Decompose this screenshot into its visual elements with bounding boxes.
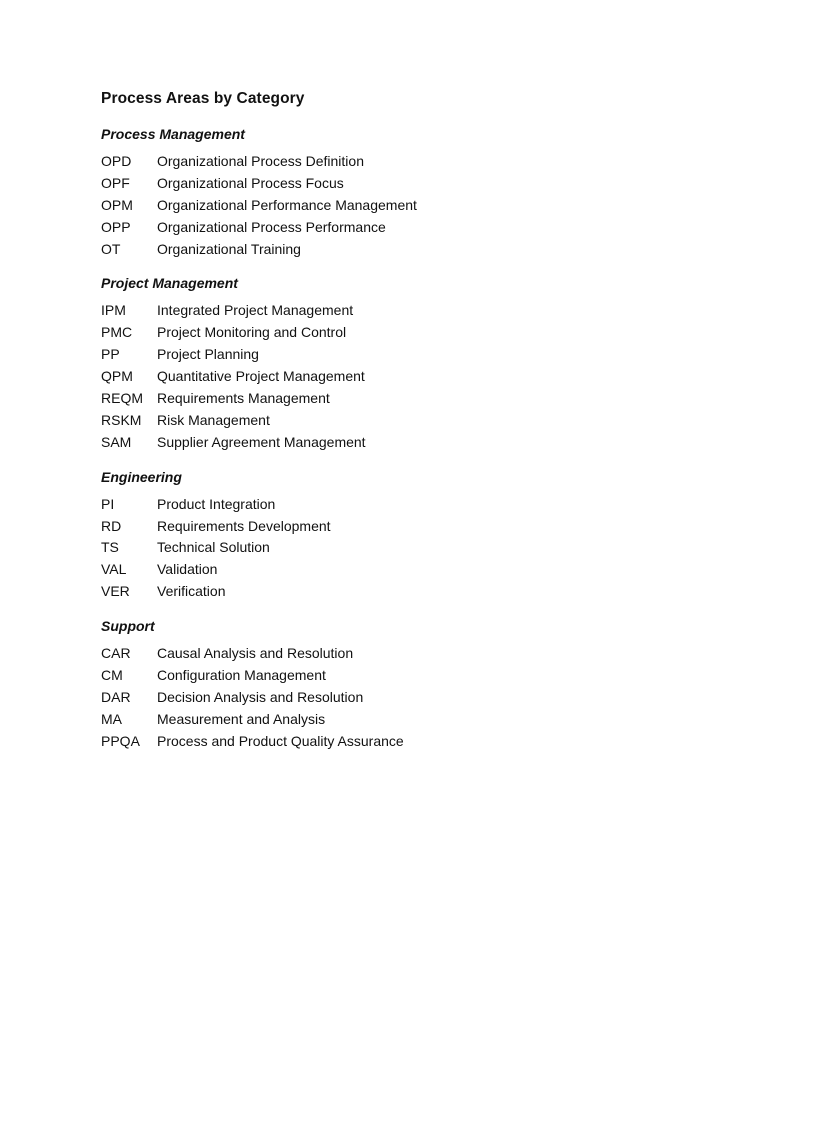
process-area-code: PI	[101, 495, 115, 512]
category-heading: Support	[101, 618, 155, 635]
process-area-name: Quantitative Project Management	[157, 368, 365, 385]
document-page	[101, 88, 781, 752]
process-area-row	[101, 536, 781, 558]
process-area-list	[101, 642, 781, 751]
process-area-name: Project Monitoring and Control	[157, 324, 347, 341]
process-area-row	[101, 431, 781, 453]
process-area-code: OPD	[101, 152, 132, 169]
category-project-management	[101, 273, 781, 452]
process-area-name: Organizational Training	[157, 240, 301, 257]
process-area-code: TS	[101, 539, 119, 556]
process-area-row	[101, 558, 781, 580]
process-area-row	[101, 515, 781, 537]
process-area-name: Decision Analysis and Resolution	[157, 688, 364, 705]
process-area-row	[101, 708, 781, 730]
process-area-row	[101, 150, 781, 172]
process-area-name: Validation	[157, 561, 218, 578]
process-area-list	[101, 299, 781, 452]
process-area-code: OT	[101, 240, 121, 257]
category-heading: Process Management	[101, 126, 245, 142]
process-area-row	[101, 172, 781, 194]
category-engineering	[101, 467, 781, 602]
process-area-name: Technical Solution	[157, 539, 270, 556]
process-area-name: Configuration Management	[157, 666, 326, 683]
process-area-code: OPM	[101, 196, 133, 213]
process-area-row	[101, 493, 781, 515]
process-area-row	[101, 409, 781, 431]
page-title: Process Areas by Category	[101, 90, 305, 107]
process-area-row	[101, 664, 781, 686]
process-area-name: Organizational Process Performance	[157, 218, 386, 235]
process-area-code: PMC	[101, 324, 133, 341]
process-area-row	[101, 580, 781, 602]
process-area-name: Organizational Process Focus	[157, 174, 344, 191]
process-area-name: Causal Analysis and Resolution	[157, 645, 354, 662]
process-area-name: Organizational Process Definition	[157, 152, 364, 169]
process-area-code: CAR	[101, 645, 131, 662]
process-area-row	[101, 730, 781, 752]
process-area-code: MA	[101, 710, 122, 727]
process-area-code: OPP	[101, 218, 131, 235]
process-area-name: Process and Product Quality Assurance	[157, 732, 404, 749]
process-area-name: Project Planning	[157, 346, 259, 363]
category-heading: Project Management	[101, 275, 238, 292]
process-area-name: Measurement and Analysis	[157, 710, 326, 727]
process-area-code: IPM	[101, 302, 126, 319]
process-area-row	[101, 343, 781, 365]
process-area-name: Integrated Project Management	[157, 302, 354, 319]
process-area-code: PP	[101, 346, 120, 363]
process-area-code: CM	[101, 666, 123, 683]
process-area-row	[101, 321, 781, 343]
process-area-code: RD	[101, 517, 122, 534]
process-area-name: Product Integration	[157, 495, 276, 512]
category-heading: Engineering	[101, 468, 182, 485]
process-area-row	[101, 642, 781, 664]
process-area-code: PPQA	[101, 732, 140, 749]
process-area-code: VAL	[101, 561, 127, 578]
process-area-code: QPM	[101, 368, 133, 385]
process-area-row	[101, 194, 781, 216]
process-area-row	[101, 238, 781, 260]
process-area-list	[101, 150, 781, 259]
process-area-code: REQM	[101, 389, 143, 406]
process-area-row	[101, 387, 781, 409]
process-area-code: OPF	[101, 174, 130, 191]
process-area-name: Requirements Management	[157, 389, 330, 406]
process-area-row	[101, 216, 781, 238]
category-process-management	[101, 124, 781, 259]
process-area-name: Risk Management	[157, 411, 270, 428]
process-area-row	[101, 686, 781, 708]
process-area-code: SAM	[101, 433, 132, 450]
process-area-row	[101, 365, 781, 387]
process-area-list	[101, 493, 781, 602]
process-area-name: Requirements Development	[157, 517, 331, 534]
process-area-row	[101, 299, 781, 321]
category-support	[101, 616, 781, 751]
process-area-code: VER	[101, 583, 130, 600]
process-area-code: DAR	[101, 688, 131, 705]
process-area-name: Organizational Performance Management	[157, 196, 417, 213]
process-area-name: Supplier Agreement Management	[157, 433, 366, 450]
process-area-code: RSKM	[101, 411, 142, 428]
process-area-name: Verification	[157, 583, 226, 600]
